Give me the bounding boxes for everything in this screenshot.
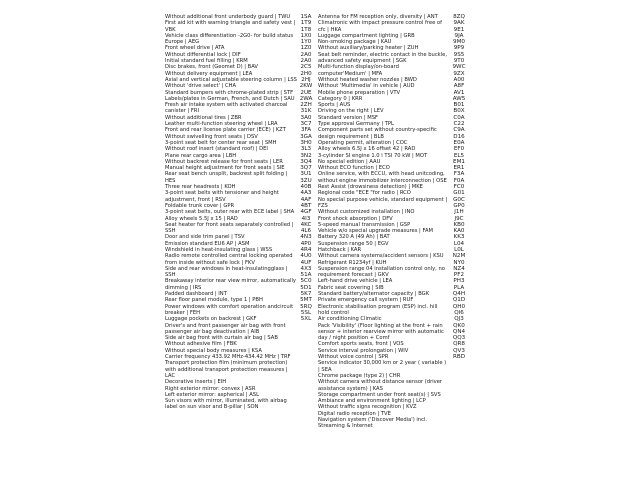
option-code: 1Z0 [300,45,312,52]
option-description: Standard bumpers with chrome-plated strip | STF [165,89,294,96]
option-description: Suspension range 50 | EGV [318,240,389,247]
option-code: 4R4 [300,246,312,253]
option-code: 2A0 [300,58,312,65]
option-code: 9T0 [453,58,465,65]
option-description: Rear floor panel module, type 1 | PBH [165,297,263,304]
option-description: Without special body measures | KSA [165,347,262,354]
option-code: A8F [453,83,465,90]
option-description: Air conditioning Climatic [318,316,382,323]
option-description: Comfort sports seats, front | VOS [318,341,404,348]
option-description: Door and side trim panel | TSV [165,234,245,241]
option-description: No special purpose vehicle, standard equipment | FZS [318,196,448,209]
option-code: 9E1 [453,26,465,33]
option-code: FC0 [453,184,465,191]
option-code: 5XL [300,316,312,323]
option-description: Without customized installation | INO [318,209,415,216]
option-code: AV1 [453,89,465,96]
option-code: L0L [454,246,464,253]
option-code: 2A0 [300,51,312,58]
option-description: Chrome package (type 2) | CHR [318,372,401,379]
option-code: 5D1 [300,284,312,291]
option-description: 3-point seat belt for center rear seat | SMH [165,139,277,146]
option-code: A00 [453,76,465,83]
option-code: 5RQ [300,303,312,310]
option-description: Component parts set without country-specific design requirement | BLB [318,127,437,140]
option-code: C9A [453,127,465,134]
option-code: KA0 [453,228,465,235]
option-description: Service indicator 30,000 km or 2 year ( variable ) | SEA [318,360,447,373]
option-code: 9JA [454,32,464,39]
option-description: Fresh air intake system with activated charcoal canister | FRI [165,102,288,115]
option-code: 4UF [300,259,312,266]
option-description: Foldable trunk cover | GPR [165,202,235,209]
option-description: Emission standard EU6 AP | ASM [165,240,250,247]
option-description: Luggage pockets on backrest | GKF [165,316,257,323]
option-code: E0A [453,139,465,146]
option-description: Without roof insert (standard roof) | DEI [165,146,268,153]
option-code: N2M [452,253,466,260]
option-description: Left exterior mirror: aspherical | ASL [165,391,259,398]
option-code: 3N2 [300,152,312,159]
option-code: G0C [453,196,465,203]
option-description: 3-cylinder SI engine 1.0 l TSI 70 kW | MOT [318,152,428,159]
option-code: J1H [454,209,464,216]
option-description: Power windows with comfort operation andcircuit breaker | FEH [165,303,294,316]
option-code: 2KW [299,83,313,90]
option-description: Without camera systems/accident sensors | KSU [318,253,444,260]
option-code: 9S5 [453,51,465,58]
option-code: G01 [453,190,465,197]
option-code: 3L3 [300,146,312,153]
option-description: Non-smoking package | KAU [318,39,392,46]
option-description: Climatronic with impact pressure control free of cfc | HKA [318,20,442,33]
option-description: Regional code "ECE "for radio | RCO [318,190,411,197]
option-description: 5-speed manual transmission | GSP [318,221,411,228]
option-code: 2UE [300,89,312,96]
option-description: Labels/plates in German, French, and Dutch | SAU [165,95,295,102]
option-description: Suspension range 04 installation control only, no requirement forecast | GKV [318,265,445,279]
option-description: Without voice control | SPR [318,354,389,361]
option-code: 2ZH [300,102,312,109]
right-description-column [318,14,448,494]
option-description: Seat heater for front seats separately controlled | SSH [165,221,294,235]
option-code: 4AF [300,196,312,203]
option-code: 9AK [453,20,465,27]
option-code: RBD [452,354,466,361]
option-description: Refrigerant R1234yf | KUH [318,259,387,266]
option-description: Luggage compartment lighting | GRB [318,32,415,39]
option-description: Alloy wheels 5.5J x 15 | RAD [165,215,238,222]
option-description: Standard version | MSF [318,114,379,121]
option-code: QN4 [452,328,466,335]
option-description: Without backrest release for front seats | LER [165,158,283,165]
option-code: 4U0 [300,253,312,260]
option-description: Seat belt reminder, electric contact in the buckle, advanced safety equipment | SGK [318,51,447,65]
option-code: 3Q7 [300,165,312,172]
option-code: ER1 [453,165,465,172]
option-code: 5K7 [300,291,312,298]
option-description: Side air bag front with curtain air bag | SAB [165,335,278,342]
option-description: Vehicle class differentiation -2G0- for build status Europe | AEG [165,32,294,46]
option-code: QJ3 [454,316,464,323]
option-description: Digital radio reception | TVE [318,410,391,417]
option-description: Service interval prolongation | WIV [318,347,409,354]
option-description: Front wheel drive | ATA [165,45,225,52]
option-code: KK3 [453,234,465,241]
option-code: 9WC [452,64,466,71]
option-code: 2H0 [300,70,312,77]
option-code: 8ZQ [453,14,465,20]
option-code: NZ4 [453,265,465,272]
option-code: 4BT [300,202,312,209]
option-code: NY0 [453,259,465,266]
option-code: 3C7 [300,121,312,128]
option-code: 5MT [300,297,312,304]
option-description: Hatchback | KAR [318,246,362,253]
option-description: Left-hand drive vehicle | LEA [318,278,393,285]
option-code: 1X0 [300,32,312,39]
option-description: Front and rear license plate carrier (ECE) | KZT [165,127,286,134]
option-code: QK0 [453,322,465,329]
option-code: 1SA [300,14,312,20]
option-description: Pack 'Visibility' (Floor lighting at the front + rain sensor + interior rearview mirror with automatic day / night position + Comf [318,322,444,342]
option-description: Without additional front underbody guard | TWU [165,14,291,20]
option-code: 4KC [300,221,312,228]
option-code: PH3 [453,278,465,285]
option-description: Without delivery equipment | LEA [165,70,253,77]
option-code: B01 [453,102,465,109]
option-code: QV3 [453,347,465,354]
option-description: Without ECO function | ECO [318,165,390,172]
option-code: PLA [453,284,465,291]
option-code: C22 [453,121,465,128]
option-code: D16 [453,133,465,140]
option-description: Sun visors with mirror, illuminated, with airbag label on sun visor and B-pillar | SON [165,398,287,411]
option-code: 9P9 [453,45,465,52]
option-code: F3A [453,171,465,178]
option-code: 9M0 [453,39,465,46]
option-code: QH0 [452,303,466,310]
option-description: First aid kit with warning triangle and safety vest | VBK [165,20,296,33]
option-code: 1Y0 [300,39,312,46]
option-code: 4A3 [300,190,312,197]
option-code: 31K [300,108,312,115]
option-description: Sports | AUS [318,102,351,109]
option-description: Online service, with ECCU, with head unitcoding, without engine immobilizer interconnection | OSE [318,171,447,184]
option-description: Category 0 | KRR [318,95,363,102]
option-code: B0X [453,108,465,115]
option-code: 9ZX [453,70,465,77]
option-description: Navigation system ('Discover Media') incl. Streaming & Internet [318,417,428,430]
option-description: Padded dashboard | INT [165,291,227,298]
option-code: 3U1 [300,171,312,178]
option-description: Private emergency call system | RUF [318,297,414,304]
option-code: 1T8 [300,26,312,33]
option-code: 2WA [299,95,313,102]
option-description: Without swivelling front seats | DSV [165,133,258,140]
option-description: Plane rear cargo area | LBH [165,152,237,159]
option-code: L04 [453,240,465,247]
option-code: KB0 [453,221,465,228]
option-description: Rear seat bench unsplit, backrest split folding | HES [165,171,288,184]
option-description: Type approval Germany | TPL [318,121,394,128]
option-description: Driver's and front passenger air bag with front passenger air bag deactivation | AIB [165,322,286,335]
option-description: Storage compartment under front seat(s) | SVS [318,391,441,398]
option-description: Disc brakes, front (Geomet D) | BAV [165,64,258,71]
option-code: EL5 [453,152,465,159]
option-code: J9C [454,215,464,222]
option-description: Front shock absorption | DFV [318,215,393,222]
option-description: 3-point seat belts, outer rear with ECE label | SHA [165,209,295,216]
option-code: 51A [300,272,312,279]
option-code: 3A0 [300,114,312,121]
right-code-column [448,14,470,494]
option-code: Q1D [452,297,466,304]
option-description: Electronic stabilisation program (ESP) incl. hill hold control [318,303,438,316]
option-code: 1T9 [300,20,312,27]
option-code: 4GF [300,209,312,216]
option-description: Alloy wheels 6.5J x 16 offset 42 | RAD [318,146,416,153]
option-description: No special edition | AAU [318,158,381,165]
option-description: Without 'drive select' | CHA [165,83,237,90]
option-description: Driving on the right | LEV [318,108,384,115]
option-code: EM1 [453,158,465,165]
option-code: 4N3 [300,234,312,241]
option-description: Axial and vertical adjustable steering column | LSS [165,76,297,83]
option-code: 3Q4 [300,158,312,165]
option-description: Three rear headrests | KOH [165,184,236,191]
option-description: Right exterior mirror: convex | ASR [165,385,256,392]
option-code: F0A [453,177,465,184]
option-description: Multi-function display/on-board computer'Medium' | MFA [318,64,399,77]
option-description: Ambiance and environment lighting | LCP [318,398,426,405]
option-description: 3-point seat belts with tensioner and height adjustment, front | RSV [165,190,279,203]
option-description: Vehicle w/o special upgrade measures | FAM [318,228,433,235]
option-code: 3H0 [300,139,312,146]
option-code: 4L6 [300,228,312,235]
option-code: QQ3 [452,335,466,342]
option-description: Breakaway interior rear view mirror, automatically dimming | IRS [165,278,296,291]
left-description-column [165,14,297,494]
option-description: Windshield in heat-insulating glass | WSS [165,246,273,253]
option-description: Battery 320 A (49 Ah) | BAT [318,234,390,241]
option-description: Standard battery/alternator capacity | BGK [318,291,430,298]
option-description: Without 'Multimedia' in vehicle | AUD [318,83,415,90]
option-description: Manual height adjustment for front seats | SIE [165,165,285,172]
option-description: Without additional tires | ZBR [165,114,242,121]
option-description: Radio remote controlled central locking operated from inside without safe lock | FKV [165,253,293,266]
option-description: Side and rear windows in heat-insulatingglass | SSH [165,265,288,279]
option-code: 4P0 [300,240,312,247]
option-description: Antenna for FM reception only, diversity | ANT [318,14,438,20]
option-description: Leather multi-function steering wheel | LRA [165,121,278,128]
option-code: EF0 [453,146,465,153]
option-description: Without camera without distance sensor (driver assistance system) | KAS [318,379,443,392]
left-code-column [297,14,315,494]
option-code: 3FA [300,127,312,134]
option-description: Initial standard fuel filling | KRM [165,58,248,65]
option-code: PF2 [453,272,465,279]
option-description: Operating permit, alteration | COC [318,139,408,146]
option-description: Fabric seat covering | SIB [318,284,384,291]
option-description: Without differential lock | DIF [165,51,241,58]
option-code: 2HJ [301,76,311,83]
option-description: Without adhesive film | FBK [165,341,237,348]
option-code: AW5 [452,95,466,102]
option-code: GP0 [453,202,465,209]
option-code: 3GA [300,133,312,140]
option-code: 4I3 [301,215,311,222]
option-description: Without heated washer nozzles | BWD [318,76,417,83]
option-description: Without traffic signs recognition | KVZ [318,404,417,411]
option-code: C0A [453,114,465,121]
option-code: Q4H [452,291,466,298]
option-code: 5C0 [300,278,312,285]
option-description: Without auxiliary/parking heater | ZUH [318,45,419,52]
option-description: Mobile phone preparation | VTV [318,89,401,96]
option-description: Decorative inserts | EIH [165,379,227,386]
option-code: QI6 [454,309,464,316]
option-code: QR8 [453,341,465,348]
option-code: 2C5 [300,64,312,71]
option-code: 4X3 [300,265,312,272]
option-description: Rest Assist (drowsiness detection) | MKE [318,184,423,191]
option-code: 5SL [300,309,312,316]
option-description: Transport protection film (minimum protection) with additional transport protection measures | LAC [165,360,288,379]
option-code: 40B [300,184,312,191]
option-description: Carrier frequency 433.92 MHz-434.42 MHz | TRF [165,354,291,361]
option-code: 3ZU [300,177,312,184]
